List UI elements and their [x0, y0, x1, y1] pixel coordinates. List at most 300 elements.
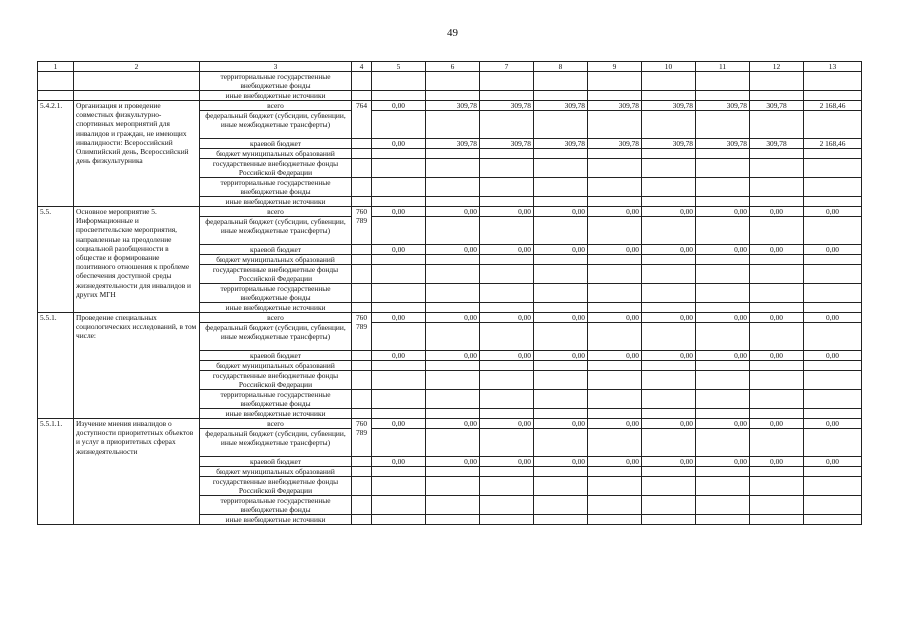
column-header: 1: [38, 62, 74, 72]
cell: [480, 255, 534, 265]
cell: [352, 159, 372, 178]
item-name: Проведение специальных социологических исследований, в том числе:: [74, 313, 200, 419]
table-row: [38, 91, 862, 101]
table-row: [38, 313, 862, 323]
cell: [696, 390, 750, 409]
cell: [750, 371, 804, 390]
cell: [696, 255, 750, 265]
cell: [642, 303, 696, 313]
column-header: 13: [804, 62, 862, 72]
cell: [480, 323, 534, 351]
value-cell: 0,00: [534, 245, 588, 255]
value-cell: 0,00: [804, 313, 862, 323]
source-label: территориальные государственные внебюджетные фонды: [200, 390, 352, 409]
cell: [588, 390, 642, 409]
value-cell: 0,00: [642, 245, 696, 255]
cell: [426, 217, 480, 245]
value-cell: 0,00: [480, 313, 534, 323]
cell: [352, 72, 372, 91]
value-cell: 0,00: [480, 419, 534, 429]
cell: [352, 467, 372, 477]
cell: [696, 284, 750, 303]
value-cell: 309,78: [750, 139, 804, 149]
table-row: [38, 101, 862, 111]
column-header: 8: [534, 62, 588, 72]
cell: [588, 159, 642, 178]
cell: [804, 429, 862, 457]
cell: [534, 477, 588, 496]
value-cell: 0,00: [480, 457, 534, 467]
cell: [534, 217, 588, 245]
source-label: иные внебюджетные источники: [200, 515, 352, 525]
cell: [352, 149, 372, 159]
value-cell: 309,78: [426, 101, 480, 111]
cell: [534, 255, 588, 265]
source-label: иные внебюджетные источники: [200, 197, 352, 207]
value-cell: 309,78: [642, 101, 696, 111]
cell: [804, 255, 862, 265]
cell: [696, 178, 750, 197]
code-cell: 760 789: [352, 207, 372, 245]
cell: [696, 323, 750, 351]
cell: [642, 255, 696, 265]
cell: [642, 371, 696, 390]
cell: [642, 467, 696, 477]
cell: [696, 361, 750, 371]
cell: [804, 217, 862, 245]
cell: [804, 265, 862, 284]
value-cell: 0,00: [804, 245, 862, 255]
value-cell: 0,00: [588, 313, 642, 323]
cell: [372, 361, 426, 371]
cell: [480, 265, 534, 284]
cell: [352, 477, 372, 496]
cell: [588, 429, 642, 457]
cell: [534, 390, 588, 409]
cell: [804, 303, 862, 313]
cell: [534, 178, 588, 197]
item-name: Изучение мнения инвалидов о доступности приоритетных объектов и услуг в приоритетных сферах жизнедеятельности: [74, 419, 200, 525]
cell: [372, 303, 426, 313]
column-header: 7: [480, 62, 534, 72]
cell: [588, 477, 642, 496]
value-cell: 0,00: [642, 351, 696, 361]
value-cell: 0,00: [480, 207, 534, 217]
cell: [642, 390, 696, 409]
value-cell: 0,00: [750, 351, 804, 361]
cell: [534, 284, 588, 303]
cell: [804, 409, 862, 419]
value-cell: 0,00: [372, 245, 426, 255]
cell: [534, 371, 588, 390]
value-cell: 0,00: [372, 139, 426, 149]
value-cell: 0,00: [534, 207, 588, 217]
cell: [480, 371, 534, 390]
cell: [480, 409, 534, 419]
value-cell: 0,00: [588, 419, 642, 429]
item-number: 5.4.2.1.: [38, 101, 74, 207]
value-cell: 309,78: [534, 139, 588, 149]
cell: [426, 255, 480, 265]
value-cell: 0,00: [426, 351, 480, 361]
cell: [372, 159, 426, 178]
cell: [588, 467, 642, 477]
cell: [696, 371, 750, 390]
cell: [534, 515, 588, 525]
value-cell: 0,00: [426, 313, 480, 323]
cell: [588, 111, 642, 139]
cell: [480, 197, 534, 207]
cell: [696, 159, 750, 178]
cell: [696, 515, 750, 525]
value-cell: 309,78: [696, 101, 750, 111]
item-number: 5.5.1.1.: [38, 419, 74, 525]
source-label: государственные внебюджетные фонды Российской Федерации: [200, 371, 352, 390]
value-cell: 0,00: [804, 351, 862, 361]
cell: [426, 467, 480, 477]
cell: [426, 515, 480, 525]
budget-table: [37, 61, 862, 525]
header-row: [38, 62, 862, 72]
cell: [696, 111, 750, 139]
source-label: федеральный бюджет (субсидии, субвенции, иные межбюджетные трансферты): [200, 111, 352, 139]
code-cell: 760 789: [352, 419, 372, 457]
cell: [480, 159, 534, 178]
cell: [642, 265, 696, 284]
cell: [588, 409, 642, 419]
cell: [372, 149, 426, 159]
page-number: 49: [447, 27, 458, 39]
cell: [696, 409, 750, 419]
cell: [642, 361, 696, 371]
source-label: краевой бюджет: [200, 457, 352, 467]
value-cell: 2 168,46: [804, 139, 862, 149]
source-label: бюджет муниципальных образований: [200, 149, 352, 159]
cell: [534, 323, 588, 351]
value-cell: 0,00: [480, 245, 534, 255]
cell: [642, 159, 696, 178]
cell: [642, 284, 696, 303]
cell: [750, 255, 804, 265]
source-label: государственные внебюджетные фонды Российской Федерации: [200, 265, 352, 284]
cell: [372, 515, 426, 525]
cell: [696, 467, 750, 477]
cell: [426, 477, 480, 496]
cell: [534, 303, 588, 313]
cell: [696, 217, 750, 245]
cell: [38, 72, 74, 91]
value-cell: 0,00: [804, 419, 862, 429]
cell: [588, 323, 642, 351]
cell: [804, 111, 862, 139]
cell: [372, 111, 426, 139]
cell: [74, 72, 200, 91]
cell: [426, 390, 480, 409]
cell: [352, 409, 372, 419]
cell: [480, 284, 534, 303]
source-label: краевой бюджет: [200, 139, 352, 149]
cell: [372, 467, 426, 477]
cell: [750, 111, 804, 139]
value-cell: 2 168,46: [804, 101, 862, 111]
value-cell: 0,00: [426, 245, 480, 255]
value-cell: 0,00: [696, 207, 750, 217]
cell: [588, 496, 642, 515]
cell: [642, 429, 696, 457]
cell: [480, 467, 534, 477]
source-label: краевой бюджет: [200, 245, 352, 255]
value-cell: 0,00: [534, 351, 588, 361]
value-cell: 0,00: [372, 101, 426, 111]
value-cell: 0,00: [804, 207, 862, 217]
value-cell: 0,00: [642, 457, 696, 467]
cell: [750, 361, 804, 371]
cell: [804, 515, 862, 525]
cell: [372, 178, 426, 197]
cell: [642, 197, 696, 207]
value-cell: 0,00: [588, 245, 642, 255]
cell: [588, 197, 642, 207]
cell: [642, 477, 696, 496]
source-label: иные внебюджетные источники: [200, 91, 352, 101]
cell: [480, 477, 534, 496]
value-cell: 0,00: [750, 207, 804, 217]
cell: [352, 351, 372, 361]
cell: [642, 496, 696, 515]
code-cell: 760 789: [352, 313, 372, 351]
source-label: всего: [200, 101, 352, 111]
cell: [696, 197, 750, 207]
table-row: [38, 419, 862, 429]
value-cell: 309,78: [696, 139, 750, 149]
cell: [804, 477, 862, 496]
cell: [426, 496, 480, 515]
source-label: территориальные государственные внебюджетные фонды: [200, 284, 352, 303]
cell: [642, 149, 696, 159]
source-label: федеральный бюджет (субсидии, субвенции, иные межбюджетные трансферты): [200, 217, 352, 245]
cell: [480, 111, 534, 139]
item-number: 5.5.: [38, 207, 74, 313]
cell: [352, 284, 372, 303]
value-cell: 0,00: [588, 351, 642, 361]
cell: [804, 390, 862, 409]
cell: [480, 496, 534, 515]
cell: [352, 255, 372, 265]
cell: [372, 197, 426, 207]
value-cell: 0,00: [696, 313, 750, 323]
cell: [426, 159, 480, 178]
value-cell: 309,78: [534, 101, 588, 111]
cell: [588, 217, 642, 245]
value-cell: 0,00: [426, 419, 480, 429]
cell: [372, 255, 426, 265]
column-header: 9: [588, 62, 642, 72]
cell: [352, 303, 372, 313]
cell: [534, 409, 588, 419]
cell: [352, 245, 372, 255]
cell: [352, 496, 372, 515]
cell: [480, 515, 534, 525]
cell: [750, 197, 804, 207]
source-label: федеральный бюджет (субсидии, субвенции, иные межбюджетные трансферты): [200, 429, 352, 457]
cell: [426, 111, 480, 139]
column-header: 10: [642, 62, 696, 72]
cell: [750, 409, 804, 419]
cell: [352, 515, 372, 525]
column-header: 5: [372, 62, 426, 72]
cell: [534, 265, 588, 284]
value-cell: 309,78: [588, 101, 642, 111]
cell: [750, 429, 804, 457]
value-cell: 0,00: [372, 207, 426, 217]
cell: [426, 371, 480, 390]
cell: [750, 149, 804, 159]
cell: [480, 361, 534, 371]
value-cell: 0,00: [534, 419, 588, 429]
value-cell: 309,78: [750, 101, 804, 111]
column-header: 11: [696, 62, 750, 72]
cell: [750, 496, 804, 515]
cell: [696, 265, 750, 284]
cell: [426, 429, 480, 457]
value-cell: 0,00: [534, 313, 588, 323]
cell: [372, 265, 426, 284]
cell: [804, 467, 862, 477]
code-cell: 764: [352, 101, 372, 139]
value-cell: 0,00: [426, 207, 480, 217]
value-cell: 0,00: [372, 313, 426, 323]
cell: [804, 323, 862, 351]
source-label: территориальные государственные внебюджетные фонды: [200, 178, 352, 197]
cell: [426, 409, 480, 419]
value-cell: 0,00: [750, 313, 804, 323]
cell: [372, 429, 426, 457]
source-label: всего: [200, 313, 352, 323]
value-cell: 0,00: [750, 457, 804, 467]
cell: [804, 371, 862, 390]
cell: [352, 390, 372, 409]
cell: [696, 149, 750, 159]
source-label: бюджет муниципальных образований: [200, 361, 352, 371]
cell: [588, 361, 642, 371]
cell: [534, 159, 588, 178]
value-cell: 0,00: [750, 419, 804, 429]
cell: [696, 303, 750, 313]
cell: [352, 265, 372, 284]
cell: [352, 91, 372, 101]
value-cell: 0,00: [372, 351, 426, 361]
column-header: 6: [426, 62, 480, 72]
cell: [480, 217, 534, 245]
cell: [750, 303, 804, 313]
cell: [588, 303, 642, 313]
source-label: краевой бюджет: [200, 351, 352, 361]
cell: [588, 371, 642, 390]
cell: [804, 149, 862, 159]
cell: [642, 409, 696, 419]
cell: [588, 265, 642, 284]
cell: [352, 178, 372, 197]
cell: [750, 467, 804, 477]
cell: [426, 361, 480, 371]
cell: [480, 303, 534, 313]
value-cell: 0,00: [642, 207, 696, 217]
cell: [750, 323, 804, 351]
cell: [372, 284, 426, 303]
source-label: иные внебюджетные источники: [200, 409, 352, 419]
source-label: государственные внебюджетные фонды Российской Федерации: [200, 477, 352, 496]
cell: [372, 496, 426, 515]
value-cell: 309,78: [480, 101, 534, 111]
value-cell: 0,00: [588, 207, 642, 217]
value-cell: 0,00: [534, 457, 588, 467]
source-label: бюджет муниципальных образований: [200, 255, 352, 265]
cell: [804, 361, 862, 371]
item-number: 5.5.1.: [38, 313, 74, 419]
value-cell: 0,00: [372, 457, 426, 467]
cell: [534, 149, 588, 159]
cell: [534, 361, 588, 371]
cell: [588, 149, 642, 159]
cell: [750, 159, 804, 178]
cell: [426, 149, 480, 159]
value-cell: 0,00: [642, 313, 696, 323]
cell: [372, 390, 426, 409]
cell: [352, 361, 372, 371]
value-cell: 0,00: [480, 351, 534, 361]
source-label: государственные внебюджетные фонды Российской Федерации: [200, 159, 352, 178]
source-label: всего: [200, 207, 352, 217]
value-cell: 0,00: [426, 457, 480, 467]
cell: [352, 457, 372, 467]
cell: [352, 197, 372, 207]
cell: [426, 265, 480, 284]
value-cell: 0,00: [804, 457, 862, 467]
value-cell: 0,00: [588, 457, 642, 467]
cell: [372, 217, 426, 245]
table-row: [38, 72, 862, 91]
value-cell: 0,00: [642, 419, 696, 429]
cell: [750, 390, 804, 409]
source-label: территориальные государственные внебюджетные фонды: [200, 496, 352, 515]
value-cell: 0,00: [696, 351, 750, 361]
value-cell: 309,78: [426, 139, 480, 149]
value-cell: 309,78: [642, 139, 696, 149]
value-cell: 0,00: [696, 419, 750, 429]
cell: [534, 496, 588, 515]
cell: [696, 496, 750, 515]
source-label: территориальные государственные внебюджетные фонды: [200, 72, 352, 91]
cell: [74, 91, 200, 101]
item-name: Основное мероприятие 5. Информационные и просветительские мероприятия, направленные на преодоление социальной разобщенности в обществе и формирование позитивного отношения к проблеме обеспечения доступной среды жизнедеятельности для инвалидов и других МГН: [74, 207, 200, 313]
cell: [426, 323, 480, 351]
cell: [804, 496, 862, 515]
value-cell: 309,78: [588, 139, 642, 149]
cell: [372, 409, 426, 419]
cell: [642, 323, 696, 351]
value-cell: 309,78: [480, 139, 534, 149]
cell: [804, 284, 862, 303]
cell: [534, 467, 588, 477]
cell: [426, 284, 480, 303]
column-header: 12: [750, 62, 804, 72]
cell: [696, 477, 750, 496]
cell: [588, 515, 642, 525]
cell: [480, 429, 534, 457]
cell: [696, 429, 750, 457]
cell: [534, 111, 588, 139]
cell: [750, 515, 804, 525]
